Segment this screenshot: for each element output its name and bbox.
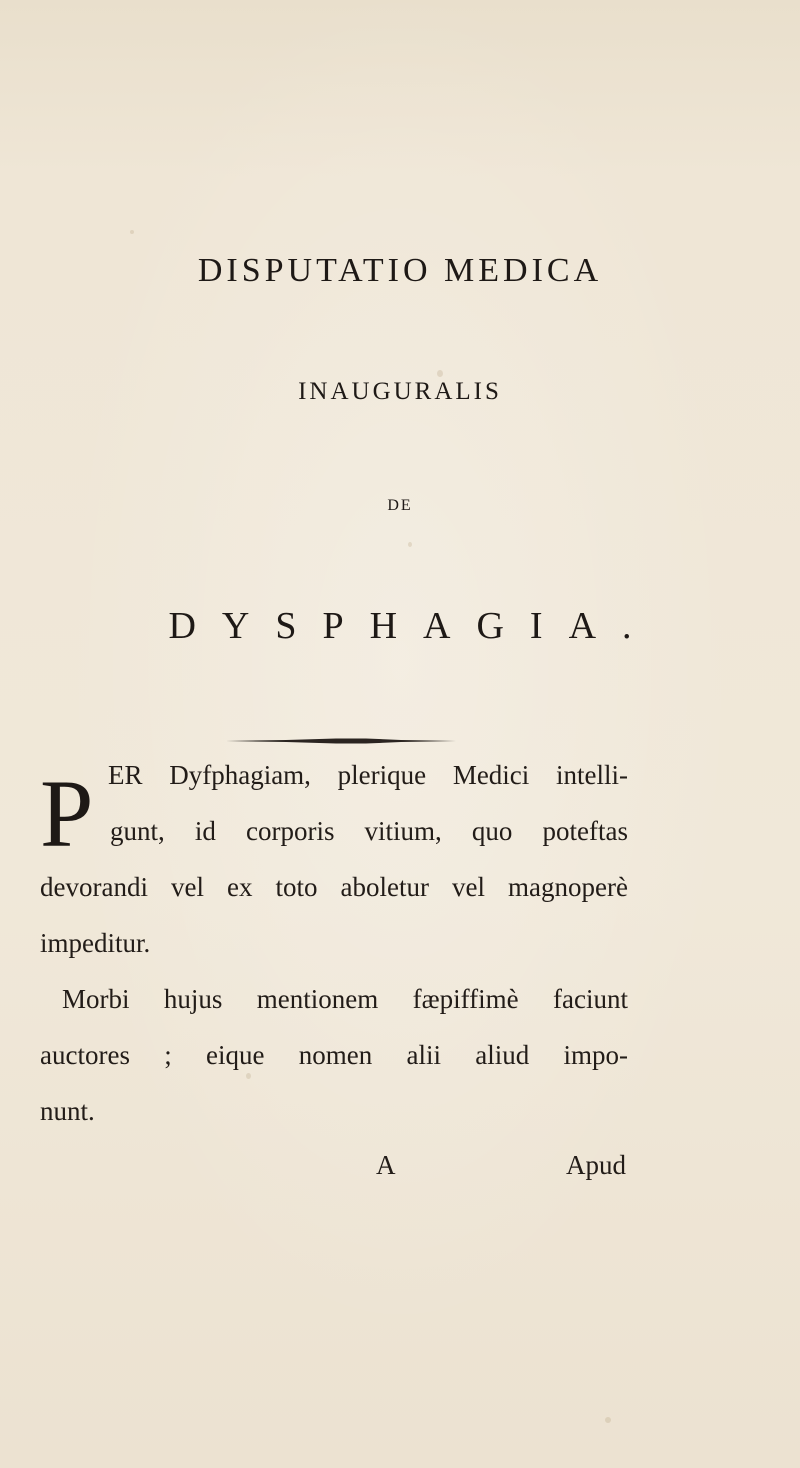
paragraph-1-line-4: impeditur.: [40, 928, 151, 958]
paragraph-2-line-3: nunt.: [40, 1096, 95, 1126]
paragraph-1-line-1: ER Dyfphagiam, plerique Medici intelli-: [108, 760, 628, 790]
paragraph-1-line-3: devorandi vel ex toto aboletur vel magnoperè: [40, 872, 628, 902]
title-disputatio-medica: DISPUTATIO MEDICA: [197, 252, 603, 289]
paragraph-2-line-2: auctores ; eique nomen alii aliud impo-: [40, 1040, 628, 1070]
foxing-spot: [246, 1073, 251, 1079]
drop-cap: P: [40, 760, 94, 867]
signature-mark: A: [376, 1150, 396, 1180]
paragraph-2-line-1: Morbi hujus mentionem fæpiffimè faciunt: [62, 984, 628, 1014]
title-inauguralis: INAUGURALIS: [298, 378, 502, 405]
foxing-spot: [605, 1417, 611, 1423]
title-de: DE: [387, 497, 413, 514]
catchword: Apud: [566, 1150, 626, 1180]
title-dysphagia: DYSPHAGIA.: [168, 605, 658, 647]
paragraph-1-line-2: gunt, id corporis vitium, quo poteftas: [110, 816, 628, 846]
foxing-spot: [437, 370, 443, 377]
decorative-rule: [226, 738, 456, 744]
foxing-spot: [130, 230, 134, 234]
foxing-spot: [408, 542, 412, 547]
